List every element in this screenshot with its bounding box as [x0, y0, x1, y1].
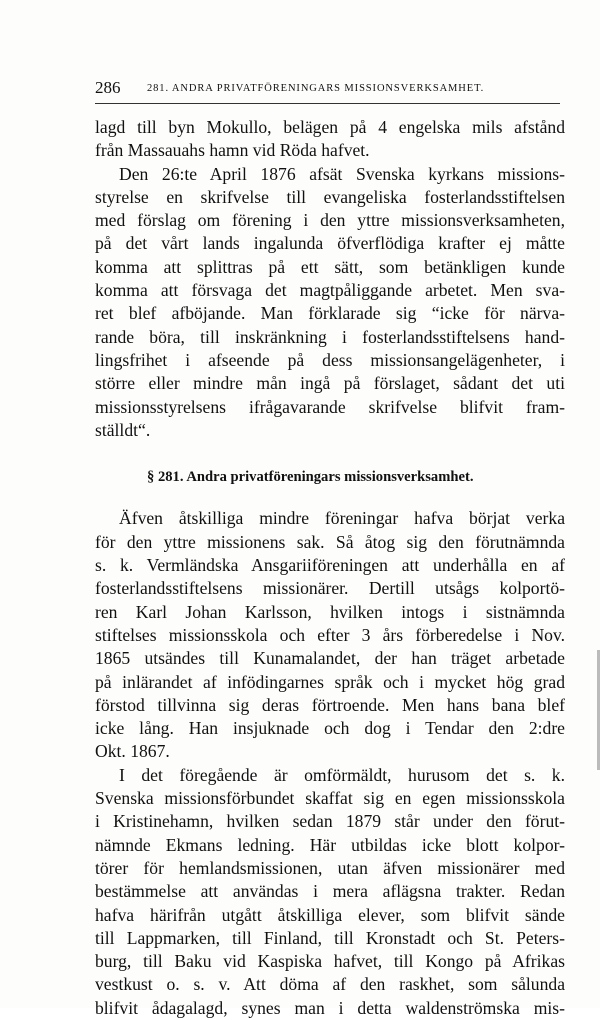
- text-line: ren Karl Johan Karlsson, hvilken intogs i sistnämnda: [95, 601, 565, 622]
- paragraph-4: [95, 764, 565, 1020]
- text-line: blifvit ådagalagd, synes man i detta waldenströmska mis-: [95, 997, 565, 1018]
- text-line: med förslag om förening i den yttre missionsverksamheten,: [95, 210, 565, 231]
- text-line: missionsstyrelsens ifrågavarande skrifvelse blifvit fram-: [95, 396, 565, 417]
- text-line: stiftelses missionsskola och efter 3 års förberedelse i Nov.: [95, 624, 565, 645]
- text-line: förstod tillvinna sig deras förtroende. Men hans bana blef: [95, 694, 565, 715]
- paragraph-3: [95, 507, 565, 763]
- section-heading: § 281. Andra privatföreningars missionsverksamhet.: [147, 469, 474, 486]
- text-line: komma att försvaga det magtpåliggande arbetet. Men sva-: [95, 280, 565, 301]
- text-line: i Kristinehamn, hvilken sedan 1879 står under den förut-: [95, 811, 565, 832]
- paragraph-2: [95, 163, 565, 443]
- text-line: komma att splittras på ett sätt, som betänkligen kunde: [95, 256, 565, 277]
- text-line: I det föregående är omförmäldt, hurusom det s. k.: [119, 764, 565, 785]
- text-line: rande böra, till inskränkning i fosterlandsstiftelsens hand-: [95, 326, 565, 347]
- text-line: från Massauahs hamn vid Röda hafvet.: [95, 140, 370, 161]
- text-line: s. k. Vermländska Ansgariiföreningen att underhålla en af: [95, 555, 565, 576]
- text-line: till Lappmarken, till Finland, till Kronstadt och St. Peters-: [95, 927, 565, 948]
- running-head: 281. ANDRA PRIVATFÖRENINGARS MISSIONSVERKSAMHET.: [147, 83, 485, 94]
- text-line: Svenska missionsförbundet skaffat sig en egen missionsskola: [95, 788, 565, 809]
- text-line: på inlärandet af infödingarnes språk och i mycket hög grad: [95, 671, 565, 692]
- text-line: törer för hemlandsmissionen, utan äfven missionärer med: [95, 857, 565, 878]
- text-line: ret blef afböjande. Man förklarade sig “icke för närva-: [95, 303, 565, 324]
- text-line: lagd till byn Mokullo, belägen på 4 engelska mils afstånd: [95, 117, 565, 137]
- text-line: på det vårt lands ingalunda öfverflödiga krafter ej måtte: [95, 233, 565, 254]
- text-line: Den 26:te April 1876 afsät Svenska kyrkans missions-: [119, 163, 565, 184]
- text-line: nämnde Ekmans ledning. Här utbildas icke blott kolpor-: [95, 834, 565, 855]
- text-line: icke lång. Han insjuknade och dog i Tendar den 2:dre: [95, 718, 565, 739]
- text-line: ställdt“.: [95, 419, 151, 440]
- text-line: Okt. 1867.: [95, 741, 170, 762]
- text-line: styrelse en skrifvelse till evangeliska fosterlandsstiftelsen: [95, 186, 565, 207]
- text-line: hafva härifrån utgått åtskilliga elever, som blifvit sände: [95, 904, 565, 925]
- text-line: burg, till Baku vid Kaspiska hafvet, till Kongo på Afrikas: [95, 951, 565, 972]
- text-line: större eller mindre mån ingå på förslaget, sådant det uti: [95, 373, 565, 394]
- body-text: [95, 116, 565, 1020]
- text-line: Äfven åtskilliga mindre föreningar hafva börjat verka: [119, 508, 565, 529]
- text-line: för den yttre missionens sak. Så åtog sig den förutnämnda: [95, 531, 565, 552]
- text-line: vestkust o. s. v. Att döma af den raskhet, som sålunda: [95, 974, 565, 995]
- text-line: bestämmelse att användas i mera aflägsna trakter. Redan: [95, 881, 565, 902]
- header-rule: [95, 103, 560, 104]
- text-line: fosterlandsstiftelsens missionärer. Dertill utsågs kolportö-: [95, 578, 565, 599]
- page-number: 286: [95, 78, 121, 97]
- paragraph-1: [95, 116, 565, 163]
- page-header: [95, 78, 565, 102]
- text-line: 1865 utsändes till Kunamalandet, der han träget arbetade: [95, 648, 565, 669]
- text-line: lingsfrihet i afseende på dess missionsangelägenheter, i: [95, 349, 565, 370]
